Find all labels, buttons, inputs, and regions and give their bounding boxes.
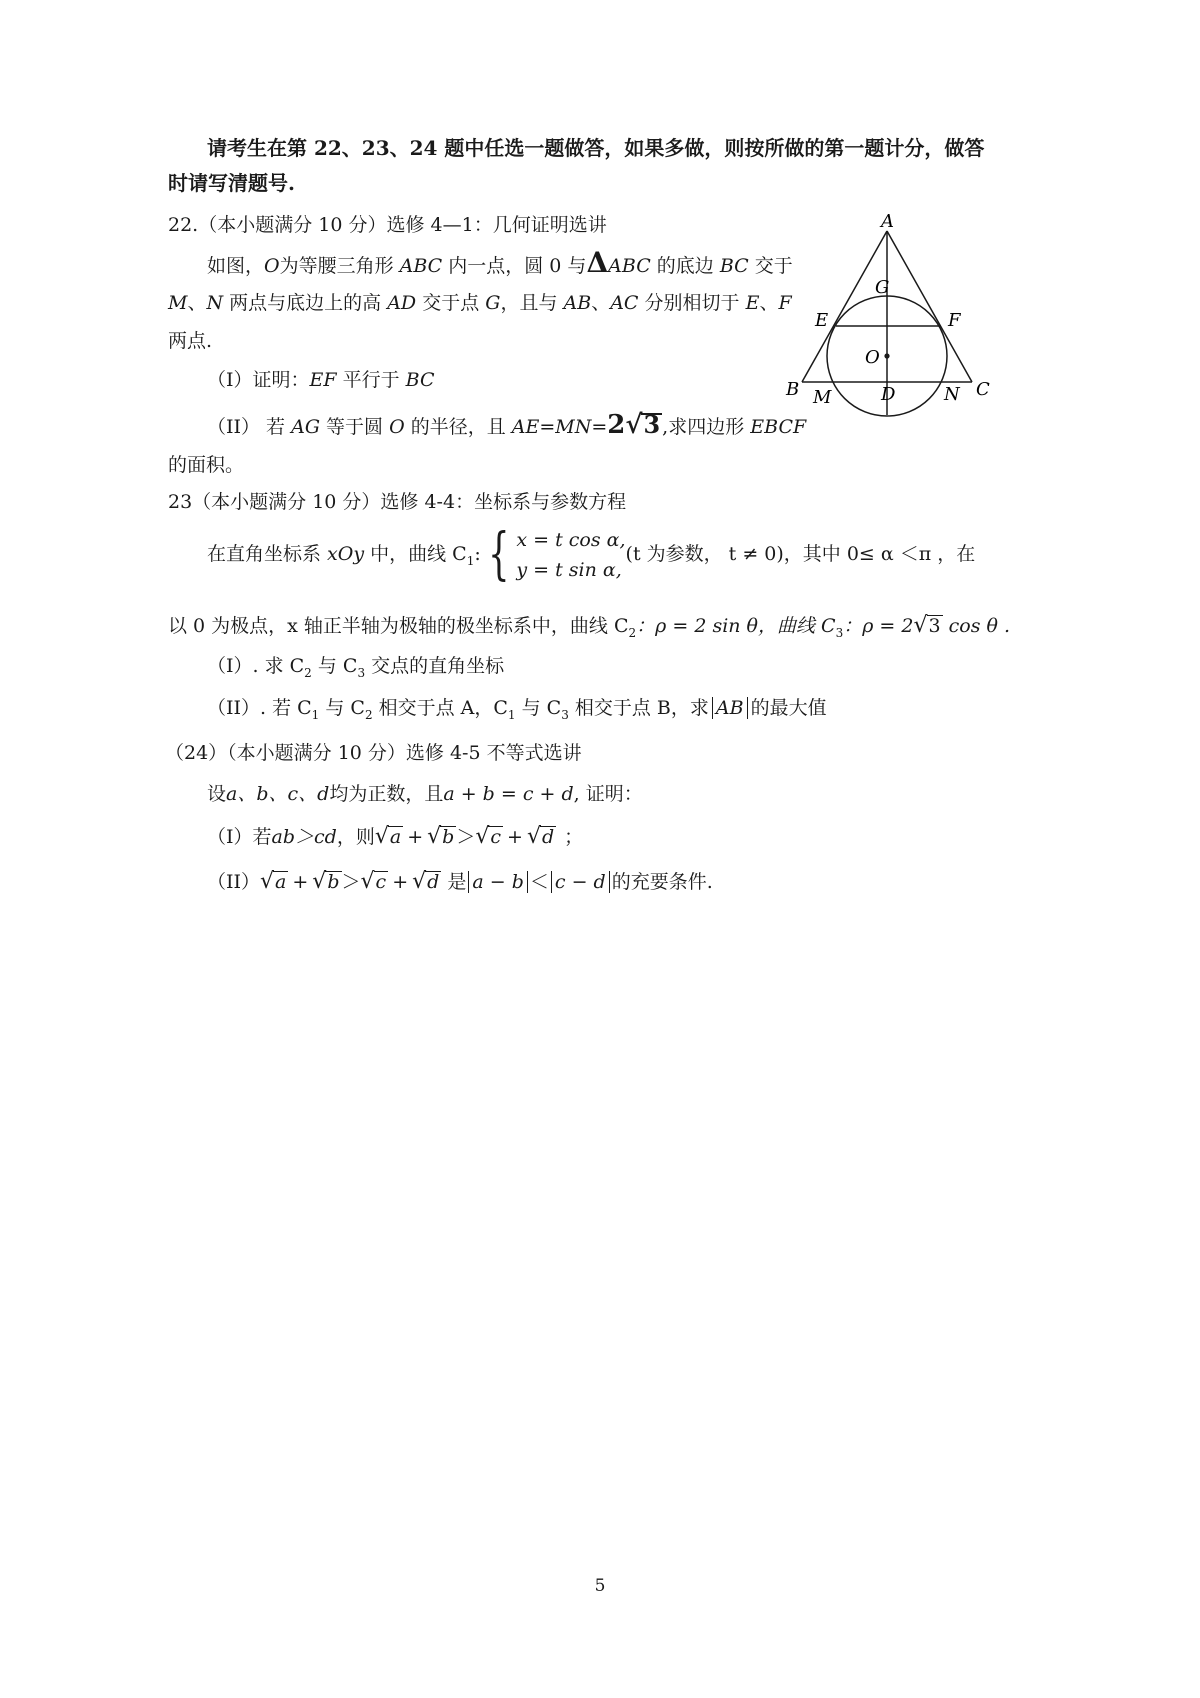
- label-d: D: [881, 384, 896, 405]
- delta-symbol: Δ: [586, 246, 609, 279]
- q23-part-2: （II）. 若 $C_1$ 与 $C_2$ 相交于点 A，$C_1$ 与 $C_3$ 相交于点 B，求 AB 的最大值: [207, 697, 827, 722]
- side-ac: [887, 231, 972, 382]
- label-f: F: [948, 310, 961, 331]
- q23-title: 23（本小题满分 10 分）选修 4-4：坐标系与参数方程: [168, 491, 627, 513]
- geometry-figure: [780, 210, 1020, 440]
- q23-text-line-1: 在直角坐标系 xOy 中，曲线 $C_1$: { x = t cos α, y = t sin α, (t 为参数， t ≠ 0)，其中 0≤ α ＜π ，在: [207, 522, 976, 587]
- center-point: [884, 353, 889, 358]
- label-o: O: [865, 347, 880, 368]
- q24-text-line-1: 设a、b、c、d均为正数，且a + b = c + d, 证明：: [207, 783, 643, 805]
- q22-text-line-4: 的面积。: [168, 454, 245, 476]
- q23-part-1: （I）. 求 $C_2$ 与 $C_3$ 交点的直角坐标: [207, 655, 505, 680]
- q22-text-line-1: 如图，O为等腰三角形 ABC 内一点，圆 0 与ΔABC 的底边 BC 交于: [207, 246, 793, 279]
- q24-title: （24）（本小题满分 10 分）选修 4-5 不等式选讲: [165, 742, 582, 764]
- instruction-line-1: 请考生在第 22、23、24 题中任选一题做答，如果多做，则按所做的第一题计分，做答: [207, 136, 985, 160]
- q24-part-2: （II）√a + √b ＞√c + √d 是 a − b ＜ c − d 的充要条件.: [207, 869, 713, 894]
- q22-title: 22.（本小题满分 10 分）选修 4—1：几何证明选讲: [168, 214, 607, 236]
- system-brace: {: [487, 522, 510, 587]
- page-number: 5: [594, 1576, 606, 1596]
- label-g: G: [875, 277, 890, 298]
- q22-part-2: （II） 若 AG 等于圆 O 的半径，且 AE=MN=2√3 ,求四边形 EBCF: [207, 410, 807, 440]
- q22-part-1: （I）证明：EF 平行于 BC: [207, 369, 435, 391]
- label-m: M: [813, 387, 832, 408]
- label-b: B: [786, 379, 800, 400]
- label-e: E: [815, 310, 829, 331]
- q24-part-1: （I）若ab＞cd，则√a + √b ＞√c + √d ；: [207, 824, 584, 849]
- parametric-system: x = t cos α, y = t sin α,: [516, 529, 626, 581]
- q22-text-line-3: 两点.: [168, 330, 213, 352]
- label-a: A: [881, 211, 894, 232]
- label-c: C: [976, 379, 990, 400]
- q23-text-line-2: 以 0 为极点，x 轴正半轴为极轴的极坐标系中，曲线 $C_2$：ρ = 2 sin θ，曲线 $C_3$：ρ = 2√3 cos θ .: [168, 613, 1011, 640]
- q22-text-line-2: M、N 两点与底边上的高 AD 交于点 G，且与 AB、AC 分别相切于 E、F: [168, 292, 792, 314]
- label-n: N: [944, 384, 960, 405]
- instruction-line-2: 时请写清题号.: [168, 171, 295, 195]
